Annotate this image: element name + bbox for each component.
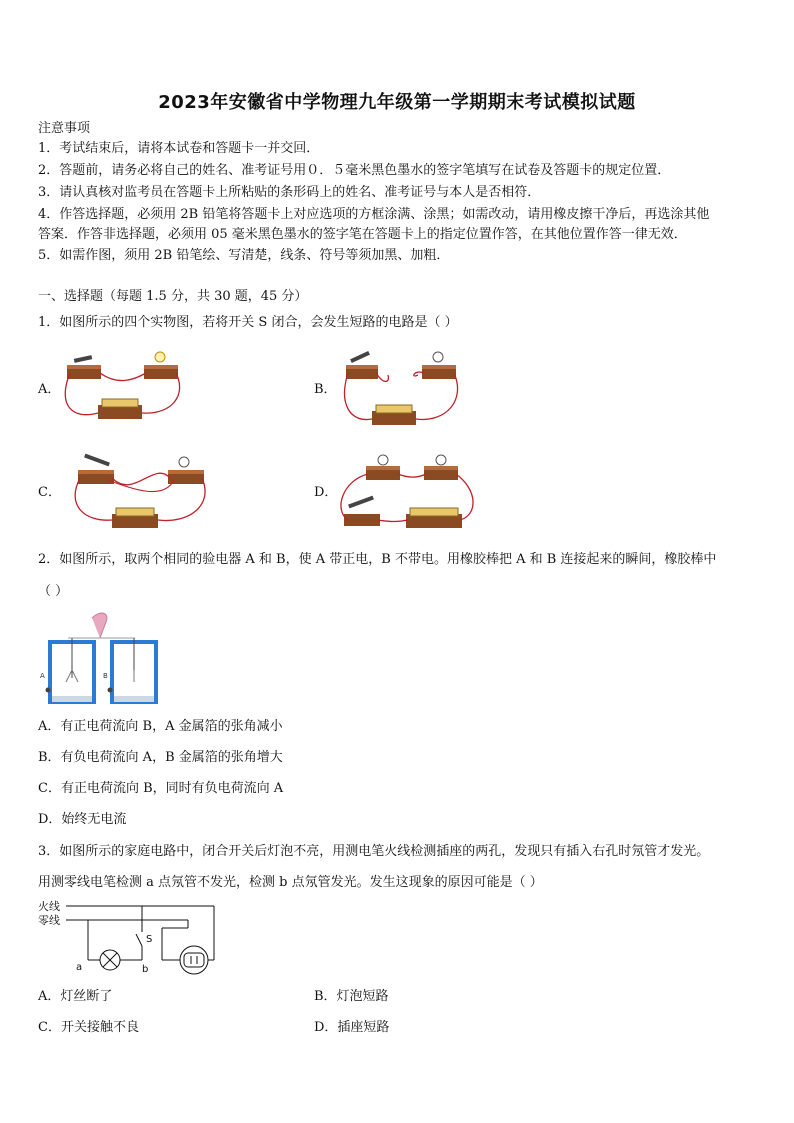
q2-option-b[interactable]: B．有负电荷流向 A，B 金属箔的张角增大 [38, 750, 283, 765]
q3-option-d[interactable]: D．插座短路 [314, 1020, 390, 1035]
q1-option-b[interactable]: B． [314, 382, 337, 397]
notice-item: 1．考试结束后，请将本试卷和答题卡一并交回． [38, 141, 320, 156]
q2-option-d[interactable]: D．始终无电流 [38, 812, 127, 827]
q1-circuit-d-figure [338, 450, 483, 540]
q3-stem-line1: 3．如图所示的家庭电路中，闭合开关后灯泡不亮，用测电笔火线检测插座的两孔，发现只有插入右孔时氖管才发光。 [38, 844, 710, 859]
notice-item: 4．作答选择题，必须用 2B 铅笔将答题卡上对应选项的方框涂满、涂黑；如需改动，请用橡皮擦干净后，再选涂其他 [38, 207, 710, 222]
notice-item: 5．如需作图，须用 2B 铅笔绘、写清楚，线条、符号等须加黑、加粗． [38, 248, 450, 263]
q1-circuit-c-figure [64, 450, 214, 540]
q1-stem: 1．如图所示的四个实物图，若将开关 S 闭合，会发生短路的电路是（ ） [38, 315, 458, 330]
q1-circuit-b-figure [336, 345, 466, 435]
q1-option-d[interactable]: D． [314, 485, 338, 500]
point-b-label: b [142, 964, 149, 975]
q3-home-circuit-figure [38, 898, 218, 980]
q3-option-a[interactable]: A．灯丝断了 [38, 989, 113, 1004]
q1-option-c[interactable]: C． [38, 485, 61, 500]
notice-item: 3．请认真核对监考员在答题卡上所粘贴的条形码上的姓名、准考证号与本人是否相符． [38, 185, 541, 200]
notice-item: 2．答题前，请务必将自己的姓名、准考证号用０．５毫米黑色墨水的签字笔填写在试卷及答题卡的规定位置． [38, 163, 671, 178]
neutral-wire-label: 零线 [38, 914, 60, 927]
point-a-label: a [76, 962, 83, 973]
switch-label: S [146, 934, 153, 945]
q3-option-b[interactable]: B．灯泡短路 [314, 989, 389, 1004]
q3-option-c[interactable]: C．开关接触不良 [38, 1020, 139, 1035]
electroscope-a-label: A [40, 672, 45, 680]
q2-stem-line1: 2．如图所示，取两个相同的验电器 A 和 B，使 A 带正电，B 不带电。用橡胶棒把 A 和 B 连接起来的瞬间，橡胶棒中 [38, 552, 717, 567]
q1-circuit-a-figure [62, 345, 182, 435]
q2-stem-line2: （ ） [38, 584, 69, 599]
q1-option-a[interactable]: A． [38, 382, 61, 397]
q2-electroscope-figure [40, 608, 170, 712]
live-wire-label: 火线 [38, 900, 60, 913]
page-title: 2023年安徽省中学物理九年级第一学期期末考试模拟试题 [158, 92, 636, 113]
notice-item: 答案．作答非选择题，必须用 05 毫米黑色墨水的签字笔在答题卡上的指定位置作答，在其他位置作答一律无效． [38, 227, 687, 242]
section-heading: 一、选择题（每题 1.5 分，共 30 题，45 分） [38, 289, 308, 304]
electroscope-b-label: B [103, 672, 108, 680]
q2-option-c[interactable]: C．有正电荷流向 B，同时有负电荷流向 A [38, 781, 284, 796]
notice-heading: 注意事项 [38, 121, 91, 136]
q2-option-a[interactable]: A．有正电荷流向 B，A 金属箔的张角减小 [38, 719, 283, 734]
q3-stem-line2: 用测零线电笔检测 a 点氖管不发光，检测 b 点氖管发光。发生这现象的原因可能是（ ） [38, 875, 543, 890]
